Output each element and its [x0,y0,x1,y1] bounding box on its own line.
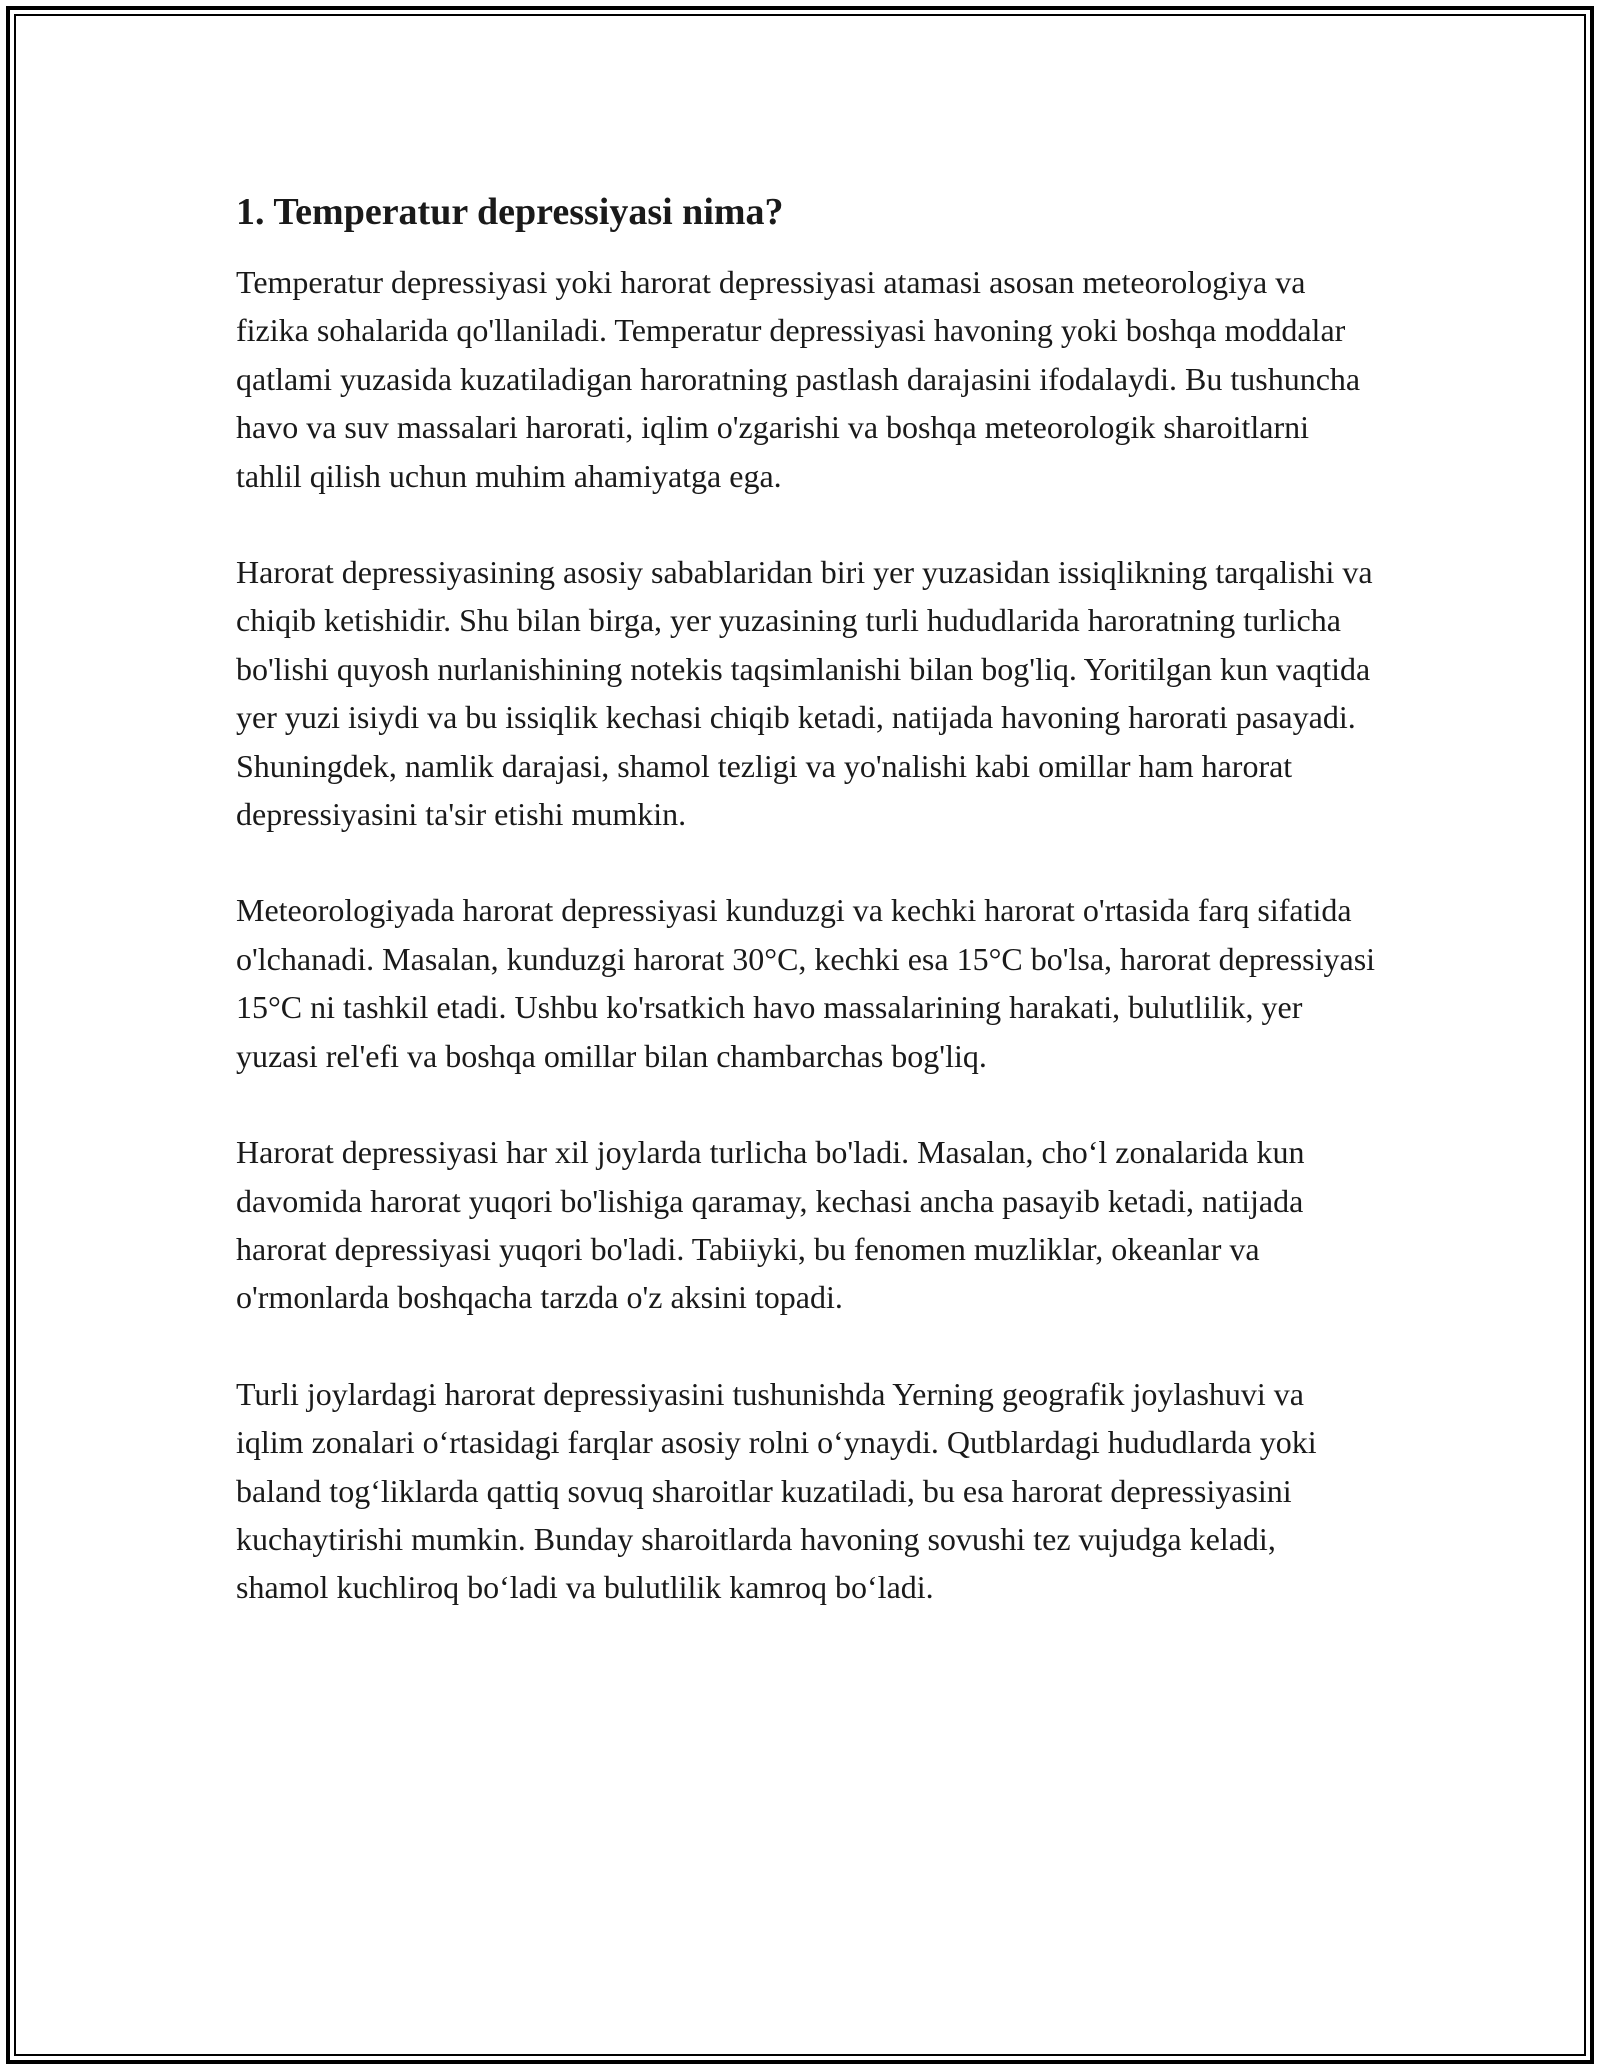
document-body [236,188,1376,1660]
paragraph-3: Meteorologiyada harorat depressiyasi kunduzgi va kechki harorat o'rtasida farq sifatida o'lchanadi. Masalan, kunduzgi harorat 30°C, kechki esa 15°C bo'lsa, harorat depressiyasi 15°C ni tashkil etadi. Ushbu ko'rsatkich havo massalarining harakati, bulutlilik, yer yuzasi rel'efi va boshqa omillar bilan chambarchas bog'liq. [236,892,1376,1074]
section-heading: 1. Temperatur depressiyasi nima? [236,191,784,233]
paragraph-5: Turli joylardagi harorat depressiyasini tushunishda Yerning geografik joylashuvi va iqlim zonalari o‘rtasidagi farqlar asosiy rolni o‘ynaydi. Qutblardagi hududlarda yoki baland tog‘liklarda qattiq sovuq sharoitlar kuzatiladi, bu esa harorat depressiyasini kuchaytirishi mumkin. Bunday sharoitlarda havoning sovushi tez vujudga keladi, shamol kuchliroq bo‘ladi va bulutlilik kamroq bo‘ladi. [236,1375,1317,1606]
paragraph-1: Temperatur depressiyasi yoki harorat depressiyasi atamasi asosan meteorologiya va fizika sohalarida qo'llaniladi. Temperatur depressiyasi havoning yoki boshqa moddalar qatlami yuzasida kuzatiladigan haroratning pastlash darajasini ifodalaydi. Bu tushuncha havo va suv massalari harorati, iqlim o'zgarishi va boshqa meteorologik sharoitlarni tahlil qilish uchun muhim ahamiyatga ega. [236,264,1361,494]
paragraph-4: Harorat depressiyasi har xil joylarda turlicha bo'ladi. Masalan, cho‘l zonalarida kun davomida harorat yuqori bo'lishiga qaramay, kechasi ancha pasayib ketadi, natijada harorat depressiyasi yuqori bo'ladi. Tabiiyki, bu fenomen muzliklar, okeanlar va o'rmonlarda boshqacha tarzda o'z aksini topadi. [236,1134,1305,1316]
paragraph-2: Harorat depressiyasining asosiy sabablaridan biri yer yuzasidan issiqlikning tarqalishi va chiqib ketishidir. Shu bilan birga, yer yuzasining turli hududlarida haroratning turlicha bo'lishi quyosh nurlanishining notekis taqsimlanishi bilan bog'liq. Yoritilgan kun vaqtida yer yuzi isiydi va bu issiqlik kechasi chiqib ketadi, natijada havoning harorati pasayadi. Shuningdek, namlik darajasi, shamol tezligi va yo'nalishi kabi omillar ham harorat depressiyasini ta'sir etishi mumkin. [236,554,1373,833]
